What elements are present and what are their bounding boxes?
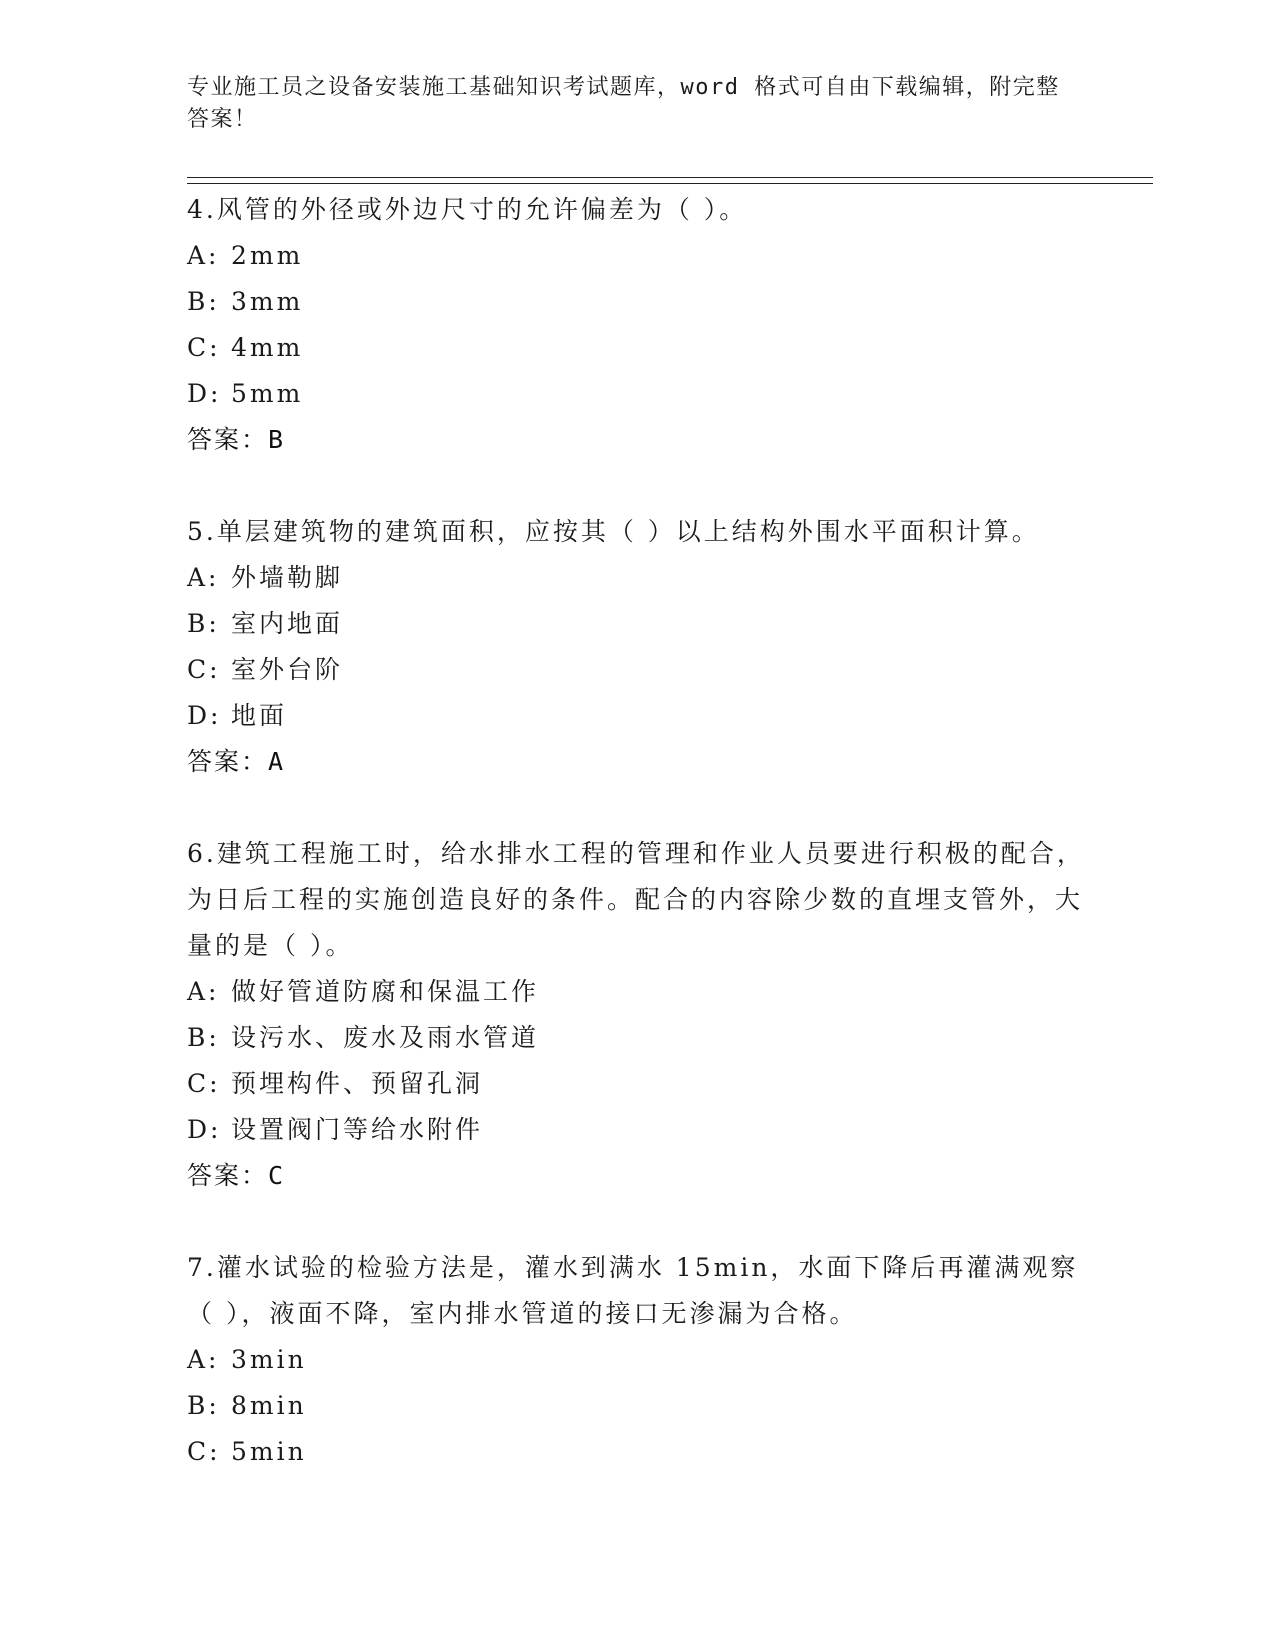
- option-a: [187, 969, 1087, 1015]
- option-key: B:: [187, 609, 220, 638]
- question-6: [187, 831, 1087, 1199]
- option-text: 预埋构件、预留孔洞: [231, 1069, 484, 1098]
- option-text: 2mm: [231, 241, 304, 270]
- option-b: [187, 1015, 1087, 1061]
- document-header: 专业施工员之设备安装施工基础知识考试题库，word 格式可自由下载编辑，附完整答案！: [187, 75, 1060, 132]
- question-4: [187, 187, 1087, 463]
- option-text: 室内地面: [231, 609, 344, 638]
- option-key: C:: [187, 1437, 221, 1466]
- option-text: 室外台阶: [231, 655, 344, 684]
- question-stem: 4.风管的外径或外边尺寸的允许偏差为（ ）。: [187, 195, 748, 224]
- option-text: 5min: [231, 1437, 307, 1466]
- option-key: A:: [187, 1345, 220, 1374]
- option-key: C:: [187, 1069, 221, 1098]
- question-stem: 5.单层建筑物的建筑面积，应按其（ ）以上结构外围水平面积计算。: [187, 517, 1040, 546]
- option-a: [187, 233, 1087, 279]
- option-key: A:: [187, 241, 220, 270]
- option-b: [187, 1383, 1087, 1429]
- option-text: 设置阀门等给水附件: [231, 1115, 484, 1144]
- option-b: [187, 279, 1087, 325]
- option-text: 5mm: [231, 379, 304, 408]
- option-d: [187, 371, 1087, 417]
- option-c: [187, 1061, 1087, 1107]
- option-key: A:: [187, 563, 220, 592]
- option-text: 外墙勒脚: [231, 563, 344, 592]
- option-c: [187, 647, 1087, 693]
- option-key: C:: [187, 333, 221, 362]
- header-divider-top: [187, 177, 1153, 178]
- question-list: [187, 187, 1087, 1521]
- option-a: [187, 555, 1087, 601]
- question-7: [187, 1245, 1087, 1475]
- option-key: C:: [187, 655, 221, 684]
- answer-line: 答案：B: [187, 425, 286, 454]
- question-stem: 7.灌水试验的检验方法是，灌水到满水 15min，水面下降后再灌满观察（ ），液面不降，室内排水管道的接口无渗漏为合格。: [187, 1253, 1079, 1328]
- option-text: 3min: [231, 1345, 307, 1374]
- option-text: 3mm: [231, 287, 304, 316]
- option-text: 做好管道防腐和保温工作: [231, 977, 540, 1006]
- option-text: 8min: [231, 1391, 307, 1420]
- answer-line: 答案：C: [187, 1161, 286, 1190]
- option-text: 设污水、废水及雨水管道: [231, 1023, 540, 1052]
- option-key: B:: [187, 287, 220, 316]
- header-divider-bottom: [187, 183, 1153, 184]
- option-a: [187, 1337, 1087, 1383]
- option-text: 地面: [231, 701, 288, 730]
- option-c: [187, 1429, 1087, 1475]
- option-d: [187, 1107, 1087, 1153]
- option-d: [187, 693, 1087, 739]
- option-key: D:: [187, 1115, 222, 1144]
- question-5: [187, 509, 1087, 785]
- option-key: B:: [187, 1023, 220, 1052]
- option-c: [187, 325, 1087, 371]
- option-b: [187, 601, 1087, 647]
- option-key: D:: [187, 379, 222, 408]
- option-text: 4mm: [231, 333, 304, 362]
- option-key: D:: [187, 701, 222, 730]
- question-stem: 6.建筑工程施工时，给水排水工程的管理和作业人员要进行积极的配合，为日后工程的实施创造良好的条件。配合的内容除少数的直埋支管外，大量的是（ ）。: [187, 839, 1085, 960]
- option-key: A:: [187, 977, 220, 1006]
- answer-line: 答案：A: [187, 747, 286, 776]
- option-key: B:: [187, 1391, 220, 1420]
